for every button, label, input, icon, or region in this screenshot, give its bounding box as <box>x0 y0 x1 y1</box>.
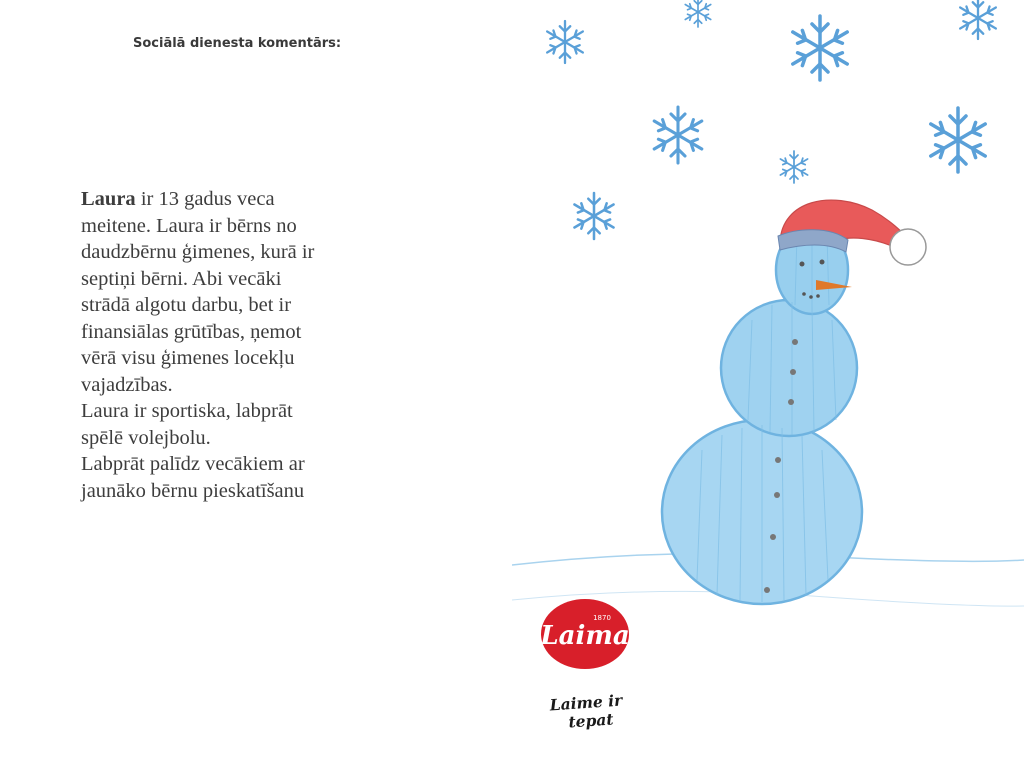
snowflake-icon <box>685 0 711 27</box>
text-line-10: spēlē volejbolu. <box>81 426 211 449</box>
snowflake-icon <box>960 0 996 39</box>
text-line-11: Labprāt palīdz vecākiem ar <box>81 453 305 475</box>
snowman <box>662 200 926 604</box>
text-line-8: vajadzības. <box>81 373 173 396</box>
button-dot <box>764 587 770 593</box>
button-dot <box>788 399 794 405</box>
snowflake-icon <box>793 16 847 80</box>
hat-pompom <box>890 229 926 265</box>
logo-wordmark: Laima <box>540 621 630 651</box>
button-dot <box>775 457 781 463</box>
text-line-9: Laura ir sportiska, labprāt <box>81 400 293 422</box>
text-line-2: meitene. Laura ir bērns no <box>81 214 297 237</box>
snowflake-icon <box>654 107 702 163</box>
eye <box>800 262 805 267</box>
text-line-1: Laura ir 13 gadus veca <box>81 188 275 210</box>
tagline <box>538 690 634 732</box>
text-line-5: strādā algotu darbu, bet ir <box>81 294 292 316</box>
snowflake-icon <box>547 21 583 63</box>
child-name: Laura <box>81 188 136 210</box>
eye <box>820 260 825 265</box>
button-dot <box>774 492 780 498</box>
snowflake-icon <box>574 193 613 239</box>
snowflake-icon <box>780 151 807 183</box>
text-line-4: septiņi bērni. Abi vecāki <box>81 267 282 290</box>
tagline-line-2: tepat <box>567 709 615 732</box>
text-line-6: finansiālas grūtības, ņemot <box>81 320 302 343</box>
button-dot <box>792 339 798 345</box>
button-dot <box>770 534 776 540</box>
page-title: Sociālā dienesta komentārs: <box>133 36 342 51</box>
text-line-3: daudzbērnu ģimenes, kurā ir <box>81 241 315 263</box>
button-dot <box>790 369 796 375</box>
snowflake-icon <box>931 108 985 172</box>
social-comment-text <box>81 186 401 504</box>
text-line-7: vērā visu ģimenes locekļu <box>81 347 295 369</box>
tagline-line-1: Laime ir <box>549 690 623 715</box>
snowman-middle <box>721 300 857 436</box>
laima-logo <box>540 598 630 670</box>
logo-year: 1870 <box>593 614 611 622</box>
text-line-12: jaunāko bērnu pieskatīšanu <box>81 479 305 502</box>
